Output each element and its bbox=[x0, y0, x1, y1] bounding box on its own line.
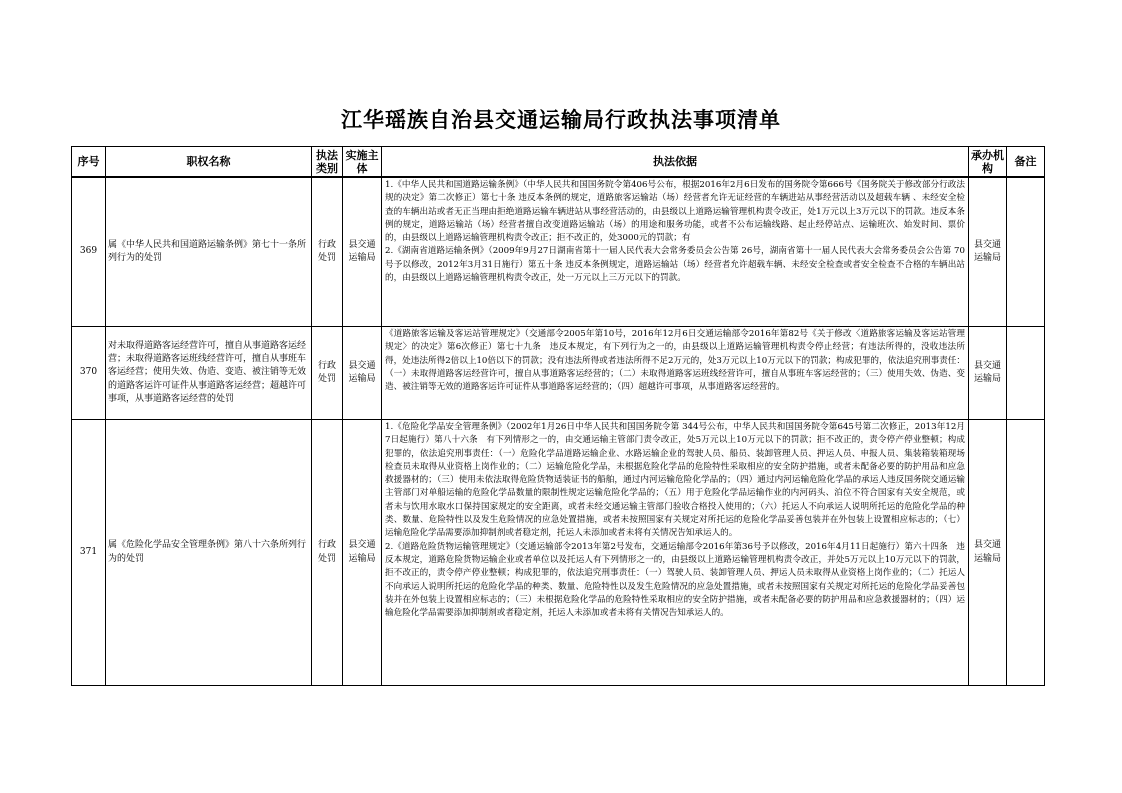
basis-paragraph: 《道路旅客运输及客运站管理规定》（交通部令2005年第10号，2016年12月6日交通运输部令2016年第82号《关于修改〈道路旅客运输及客运站管理规定〉的决定》第6次修正）第七十九条 违反本规定，有下列行为之一的，由县级以上道路运输管理机构责令停止经营；有违法所得的，没收违法所得，处违法所得2倍以上10倍以下的罚款；没有违法所得或者违法所得不足2万元的，处3万元以上10万元以下的罚款；构成犯罪的，依法追究刑事责任：（一）未取得道路客运经营许可，擅自从事道路客运经营的；（二）未取得道路客运班线经营许可，擅自从事班车客运经营的；（三）使用失效、伪造、变造、被注销等无效的道路客运许可证件从事道路客运经营的；（四）超越许可事项，从事道路客运经营的。 bbox=[385, 329, 965, 393]
row-category: 行政处罚 bbox=[312, 327, 343, 420]
row-name: 属《中华人民共和国道路运输条例》第七十一条所列行为的处罚 bbox=[106, 177, 312, 327]
basis-paragraph: 1.《危险化学品安全管理条例》（2002年1月26日中华人民共和国国务院令第 344号公布，中华人民共和国国务院令第645号第二次修正，2013年12月7日起施行）第八十六条 有下列情形之一的，由交通运输主管部门责令改正，处5万元以上10万元以下的罚款；拒不改正的，责令停产停业整顿；构成犯罪的，依法追究刑事责任：（一）危险化学品道路运输企业、水路运输企业的驾驶人员、船员、装卸管理人员、押运人员、申报人员、集装箱装箱现场检查员未取得从业资格上岗作业的；（二）运输危险化学品，未根据危险化学品的危险特性采取相应的安全防护措施，或者未配备必要的防护用品和应急救援器材的；（三）使用未依法取得危险货物适装证书的船舶，通过内河运输危险化学品的；（四）通过内河运输危险化学品的承运人违反国务院交通运输主管部门对单船运输的危险化学品数量的限制性规定运输危险化学品的；（五）用于危险化学品运输作业的内河码头、泊位不符合国家有关安全规范，或者未与饮用水取水口保持国家规定的安全距离，或者未经交通运输主管部门验收合格投入使用的；（六）托运人不向承运人说明所托运的危险化学品的种类、数量、危险特性以及发生危险情况的应急处置措施，或者未按照国家有关规定对所托运的危险化学品妥善包装并在外包装上设置相应标志的；（七）运输危险化学品需要添加抑制剂或者稳定剂，托运人未添加或者未将有关情况告知承运人的。 bbox=[385, 422, 965, 539]
header-seq: 序号 bbox=[72, 147, 106, 178]
header-row bbox=[72, 147, 1045, 178]
enforcement-table bbox=[71, 146, 1045, 686]
header-remarks: 备注 bbox=[1007, 147, 1045, 178]
row-undertaker: 县交通运输局 bbox=[969, 420, 1007, 686]
row-subject: 县交通运输局 bbox=[343, 420, 382, 686]
row-name: 属《危险化学品安全管理条例》第八十六条所列行为的处罚 bbox=[106, 420, 312, 686]
row-seq: 371 bbox=[72, 420, 106, 686]
row-basis bbox=[382, 420, 969, 686]
header-basis: 执法依据 bbox=[382, 147, 969, 178]
row-remarks bbox=[1007, 327, 1045, 420]
row-basis bbox=[382, 177, 969, 327]
row-subject: 县交通运输局 bbox=[343, 327, 382, 420]
row-category: 行政处罚 bbox=[312, 177, 343, 327]
header-category: 执法类别 bbox=[312, 147, 343, 178]
header-undertaker: 承办机构 bbox=[969, 147, 1007, 178]
header-subject: 实施主体 bbox=[343, 147, 382, 178]
row-undertaker: 县交通运输局 bbox=[969, 327, 1007, 420]
table-row bbox=[72, 327, 1045, 420]
row-name: 对未取得道路客运经营许可，擅自从事道路客运经营；未取得道路客运班线经营许可，擅自从事班车客运经营；使用失效、伪造、变造、被注销等无效的道路客运许可证件从事道路客运经营；超越许可事项，从事道路客运经营的处罚 bbox=[106, 327, 312, 420]
row-remarks bbox=[1007, 420, 1045, 686]
table-row bbox=[72, 177, 1045, 327]
row-subject: 县交通运输局 bbox=[343, 177, 382, 327]
row-seq: 369 bbox=[72, 177, 106, 327]
row-category: 行政处罚 bbox=[312, 420, 343, 686]
basis-paragraph: 1.《中华人民共和国道路运输条例》（中华人民共和国国务院令第406号公布，根据2016年2月6日发布的国务院令第666号《国务院关于修改部分行政法规的决定》第二次修正）第七十条 违反本条例的规定，道路旅客运输站（场）经营者允许无证经营的车辆进站从事经营活动以及超载车辆 、未经安全检查的车辆出站或者无正当理由拒绝道路运输车辆进站从事经营活动的，由县级以上道路运输管理机构责令改正，处1万元以上3万元以下的罚款。违反本条例的规定，道路运输站（场）经营者擅自改变道路运输站（场）的用途和服务功能，或者不公布运输线路、起止经停站点、运输班次、始发时间、票价的，由县级以上道路运输管理机构责令改正；拒不改正的，处3000元的罚款；有 bbox=[385, 180, 965, 244]
table-row bbox=[72, 420, 1045, 686]
page-title: 江华瑶族自治县交通运输局行政执法事项清单 bbox=[341, 107, 781, 132]
row-seq: 370 bbox=[72, 327, 106, 420]
row-undertaker: 县交通运输局 bbox=[969, 177, 1007, 327]
row-basis bbox=[382, 327, 969, 420]
header-name: 职权名称 bbox=[106, 147, 312, 178]
basis-paragraph: 2.《湖南省道路运输条例》（2009年9月27日湖南省第十一届人民代表大会常务委员会公告第 26号，湖南省第十一届人民代表大会常务委员会公告第 70号予以修改，2012年3月31日施行）第五十条 违反本条例规定，道路运输站（场）经营者允许超载车辆、未经安全检查或者安全检查不合格的车辆出站的，由县级以上道路运输管理机构责令改正，处一万元以上三万元以下的罚款。 bbox=[385, 246, 965, 284]
row-remarks bbox=[1007, 177, 1045, 327]
basis-paragraph: 2.《道路危险货物运输管理规定》（交通运输部令2013年第2号发布，交通运输部令2016年第36号予以修改，2016年4月11日起施行）第六十四条 违反本规定，道路危险货物运输企业或者单位以及托运人有下列情形之一的，由县级以上道路运输管理机构责令改正，并处5万元以上10万元以下的罚款，拒不改正的，责令停产停业整顿；构成犯罪的，依法追究刑事责任：（一）驾驶人员、装卸管理人员、押运人员未取得从业资格上岗作业的；（二）托运人不向承运人说明所托运的危险化学品的种类、数量、危险特性以及发生危险情况的应急处置措施，或者未按照国家有关规定对所托运的危险化学品妥善包装并在外包装上设置相应标志的；（三）未根据危险化学品的危险特性采取相应的安全防护措施，或者未配备必要的防护用品和应急救援器材的；（四）运输危险化学品需要添加抑制剂或者稳定剂，托运人未添加或者未将有关情况告知承运人的。 bbox=[385, 541, 965, 619]
